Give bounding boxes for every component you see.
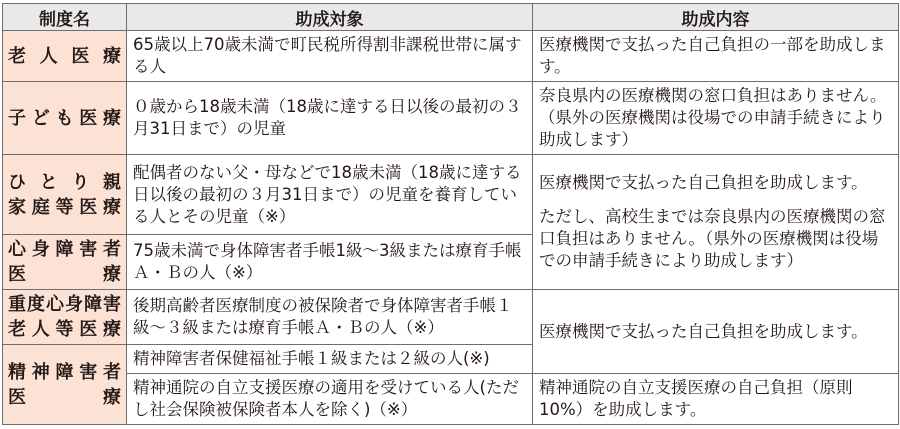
- header-content: 助成内容: [533, 4, 899, 31]
- system-name-line-1: 精神障害者: [8, 361, 121, 383]
- system-name-cell: [3, 155, 127, 235]
- content-cell: 奈良県内の医療機関の窓口負担はありません。（県外の医療機関は役場での申請手続きにより助成します）: [533, 82, 899, 155]
- target-cell: 75歳未満で身体障害者手帳1級～3級または療育手帳Ａ・Ｂの人（※）: [127, 235, 533, 290]
- system-name: 老 人 医 療: [8, 45, 121, 67]
- table-row: [3, 82, 899, 155]
- system-name-line-2: 家庭等医療: [8, 196, 121, 218]
- table-row: [3, 155, 899, 235]
- subsidy-table: [2, 3, 899, 425]
- table-row: [3, 290, 899, 345]
- target-cell: 65歳以上70歳未満で町民税所得割非課税世帯に属する人: [127, 31, 533, 82]
- target-cell: ０歳から18歳未満（18歳に達する日以後の最初の３月31日まで）の児童: [127, 82, 533, 155]
- system-name-line-2: 医 療: [8, 386, 121, 408]
- content-part-1: 医療機関で支払った自己負担を助成します。: [539, 173, 868, 192]
- system-name-cell: [3, 235, 127, 290]
- content-part-2: ただし、高校生までは奈良県内の医療機関の窓口負担はありません。（県外の医療機関は役場での申請手続きにより助成します）: [539, 207, 886, 270]
- system-name-cell: [3, 31, 127, 82]
- system-name-line-1: 心身障害者: [8, 239, 121, 260]
- system-name-line-2: 医 療: [8, 264, 121, 285]
- system-name-cell: [3, 82, 127, 155]
- table-row: [3, 31, 899, 82]
- target-cell: 精神通院の自立支援医療の適用を受けている人(ただし社会保険被保険者本人を除く)（※）: [127, 374, 533, 425]
- system-name-cell: [3, 345, 127, 425]
- content-cell: 医療機関で支払った自己負担の一部を助成します。: [533, 31, 899, 82]
- header-target: 助成対象: [127, 4, 533, 31]
- system-name-line-1: ひ と り 親: [8, 171, 121, 193]
- system-name: 子ども医療: [8, 107, 121, 129]
- system-name-cell: [3, 290, 127, 345]
- system-name-line-1: 重度心身障害: [8, 294, 121, 315]
- target-cell: 精神障害者保健福祉手帳１級または２級の人(※): [127, 345, 533, 374]
- content-cell: [533, 155, 899, 290]
- content-cell: 医療機関で支払った自己負担を助成します。: [533, 290, 899, 374]
- system-name-line-2: 老人等医療: [8, 319, 121, 340]
- table-row: [3, 374, 899, 425]
- content-cell: 精神通院の自立支援医療の自己負担（原則10%）を助成します。: [533, 374, 899, 425]
- target-cell: 配偶者のない父・母などで18歳未満（18歳に達する日以後の最初の３月31日まで）の児童を養育している人とその児童（※）: [127, 155, 533, 235]
- table-header-row: [3, 4, 899, 31]
- header-system-name: 制度名: [3, 4, 127, 31]
- target-cell: 後期高齢者医療制度の被保険者で身体障害者手帳１級～３級または療育手帳Ａ・Ｂの人（※）: [127, 290, 533, 345]
